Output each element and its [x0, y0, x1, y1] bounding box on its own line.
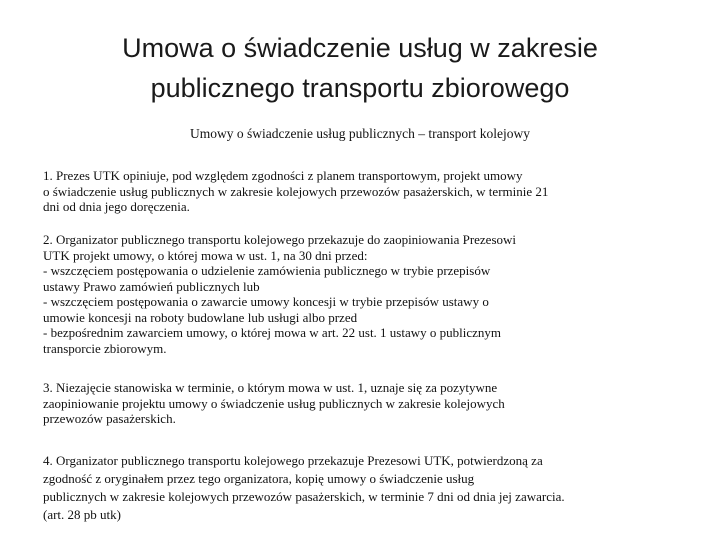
paragraph-line: przewozów pasażerskich. — [43, 411, 176, 426]
paragraph-line: publicznych w zakresie kolejowych przewozów pasażerskich, w terminie 7 dni od dnia jej zawarcia. — [43, 489, 565, 504]
paragraph-line: 1. Prezes UTK opiniuje, pod względem zgodności z planem transportowym, projekt umowy — [43, 168, 523, 183]
paragraph-line: UTK projekt umowy, o której mowa w ust. 1, na 30 dni przed: — [43, 247, 368, 263]
paragraph-line: 4. Organizator publicznego transportu kolejowego przekazuje Prezesowi UTK, potwierdzoną za — [43, 453, 543, 468]
paragraph-1 — [43, 168, 683, 215]
paragraph-line: zgodność z oryginałem przez tego organizatora, kopię umowy o świadczenie usług — [43, 471, 475, 486]
slide-title-line-2: publicznego transportu zbiorowego — [150, 73, 570, 103]
paragraph-line: umowie koncesji na roboty budowlane lub usługi albo przed — [43, 309, 358, 325]
paragraph-line: transporcie zbiorowym. — [43, 340, 167, 356]
paragraph-line: o świadczenie usług publicznych w zakresie kolejowych przewozów pasażerskich, w terminie 21 — [43, 183, 549, 199]
paragraph-line: - wszczęciem postępowania o udzielenie zamówienia publicznego w trybie przepisów — [43, 263, 491, 278]
paragraph-line: dni od dnia jego doręczenia. — [43, 199, 190, 214]
paragraph-line: - bezpośrednim zawarciem umowy, o której mowa w art. 22 ust. 1 ustawy o publicznym — [43, 325, 502, 340]
paragraph-2 — [43, 232, 683, 356]
paragraph-line: zaopiniowanie projektu umowy o świadczenie usług publicznych w zakresie kolejowych — [43, 395, 505, 411]
slide-title-line-1: Umowa o świadczenie usług w zakresie — [122, 33, 598, 63]
paragraph-3 — [43, 380, 683, 427]
paragraph-4 — [43, 452, 683, 524]
slide-title — [60, 28, 660, 108]
slide-subtitle: Umowy o świadczenie usług publicznych – transport kolejowy — [189, 126, 531, 141]
legal-citation: (art. 28 pb utk) — [43, 507, 121, 522]
paragraph-line: 2. Organizator publicznego transportu kolejowego przekazuje do zaopiniowania Prezesowi — [43, 232, 517, 247]
paragraph-line: - wszczęciem postępowania o zawarcie umowy koncesji w trybie przepisów ustawy o — [43, 294, 489, 309]
paragraph-line: ustawy Prawo zamówień publicznych lub — [43, 278, 260, 294]
paragraph-line: 3. Niezajęcie stanowiska w terminie, o którym mowa w ust. 1, uznaje się za pozytywne — [43, 380, 498, 395]
